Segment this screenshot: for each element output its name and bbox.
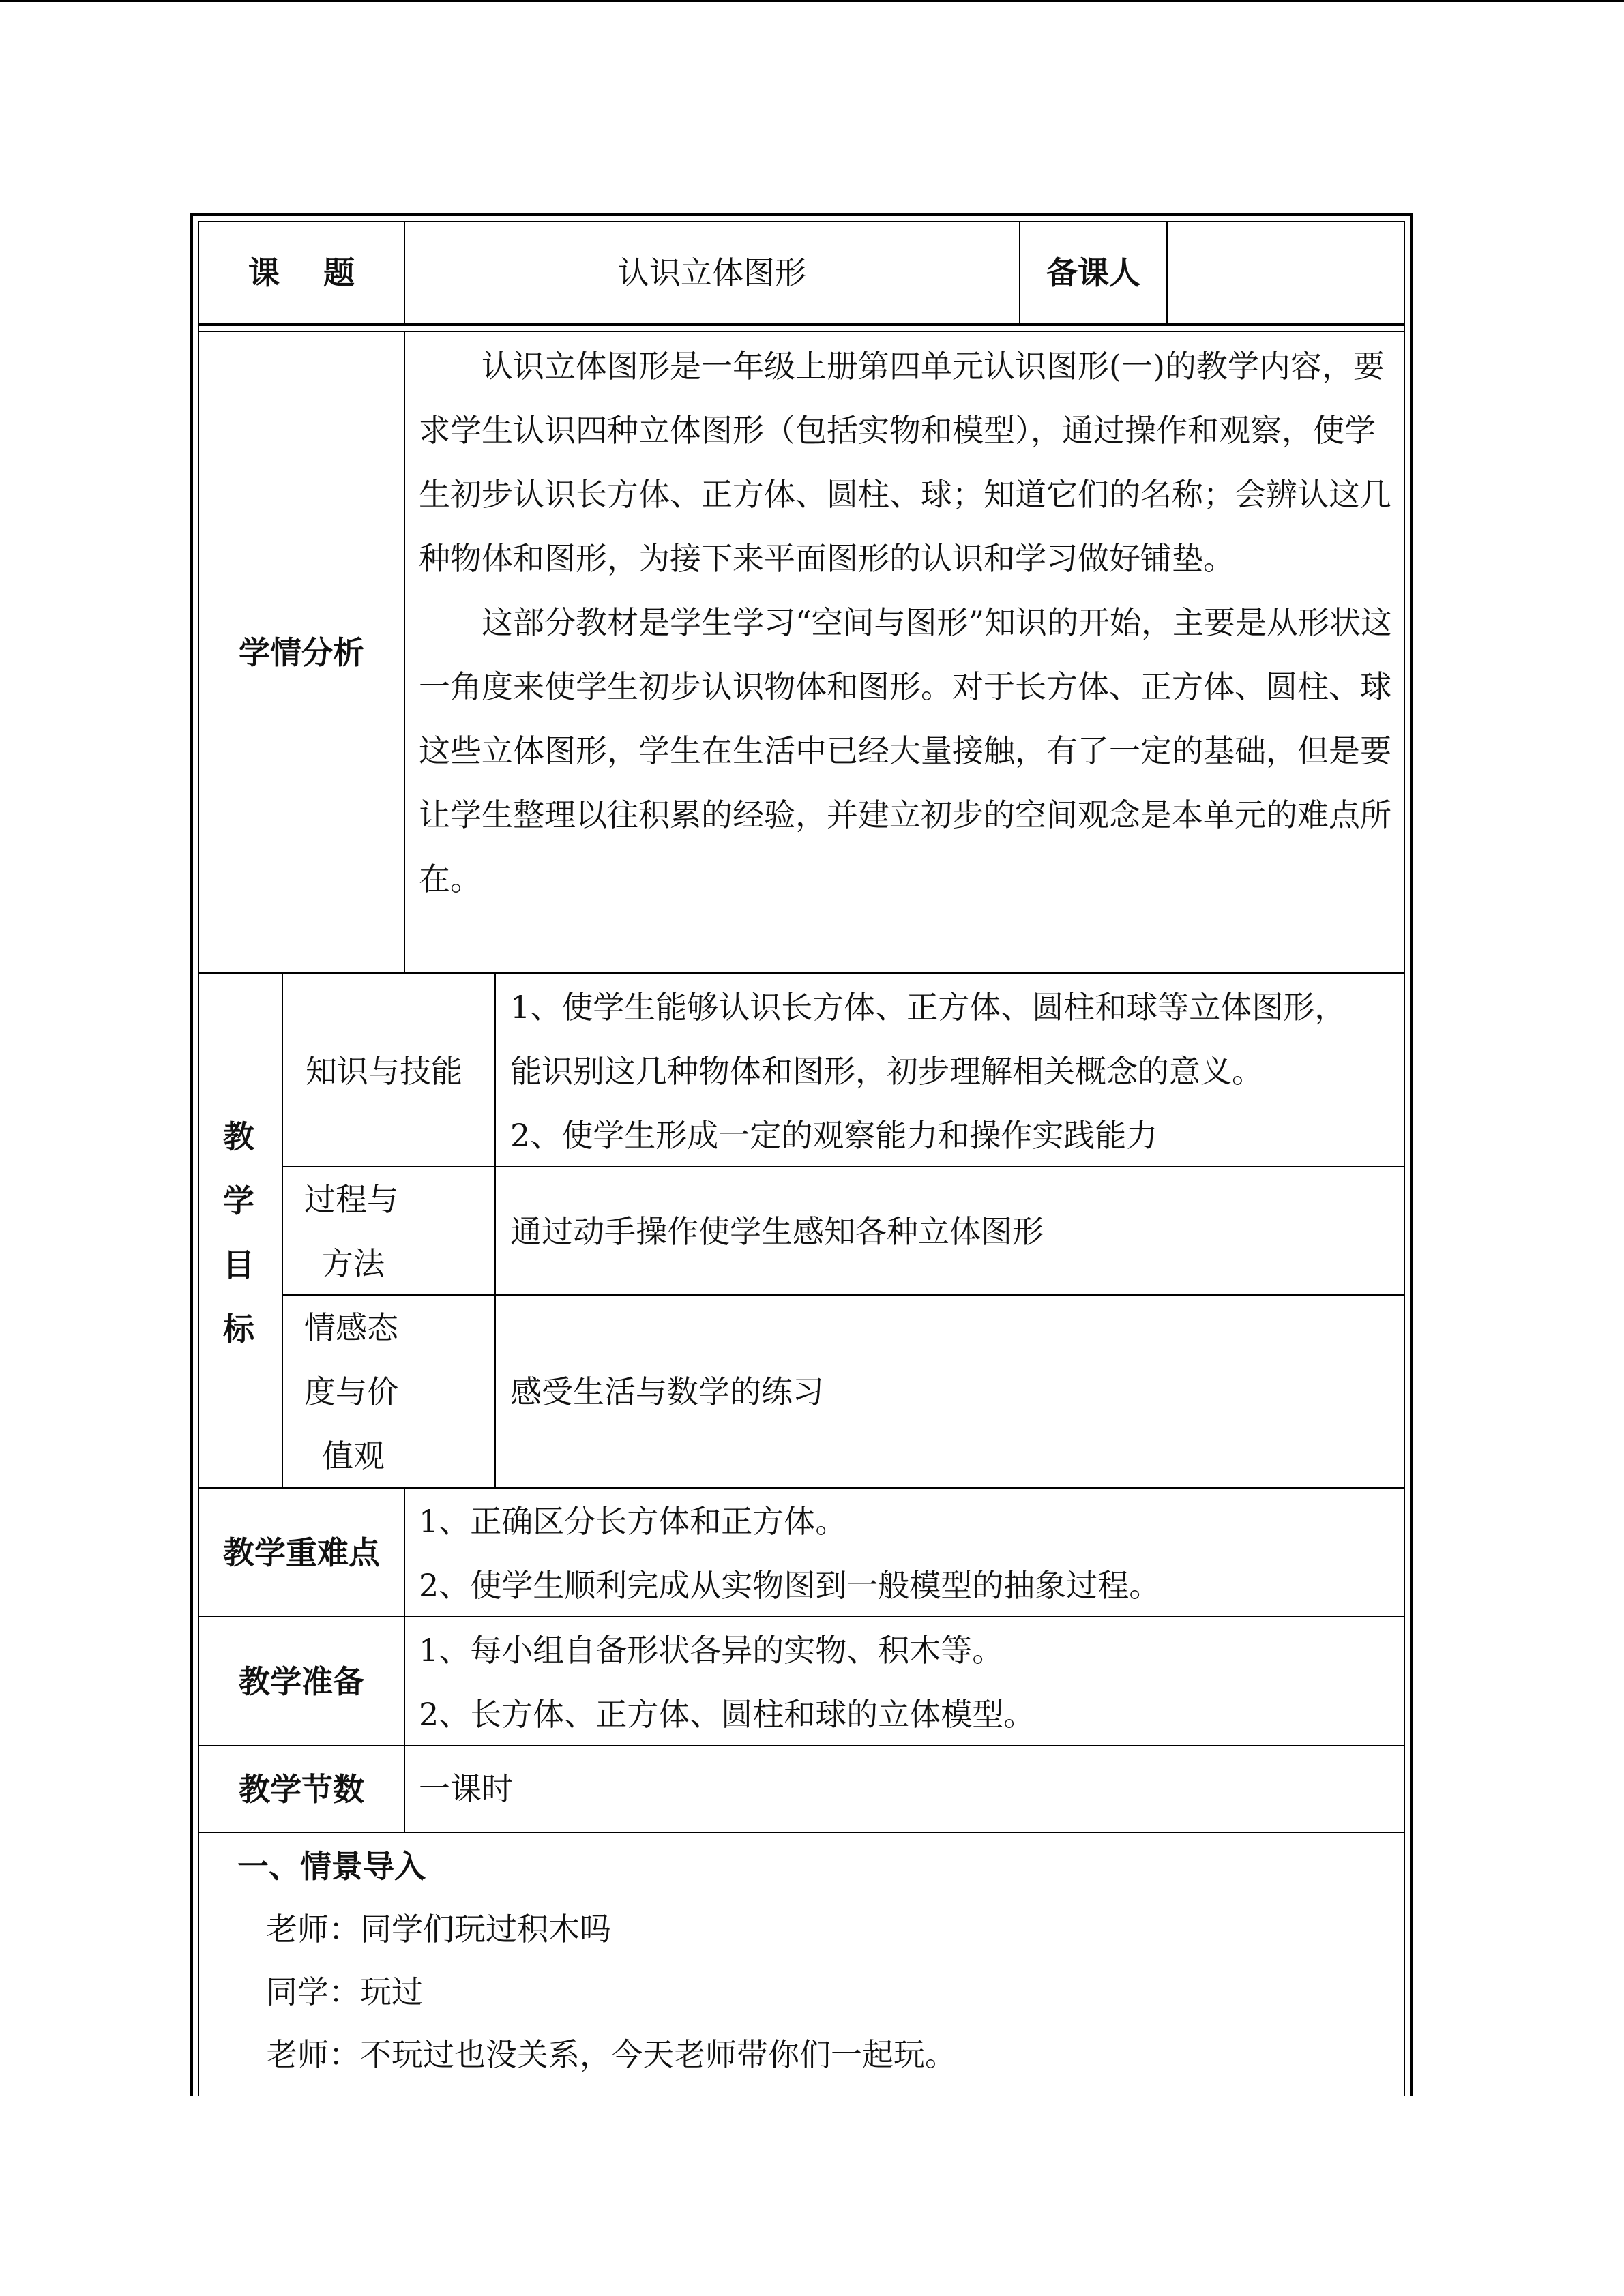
preparer-value	[1168, 222, 1404, 323]
objectives-label-char: 目	[223, 1247, 254, 1283]
topic-value: 认识立体图形	[618, 254, 806, 291]
objectives-row-line-2	[282, 1294, 1405, 1296]
table-border-right-outer	[1410, 213, 1413, 2096]
process-label-line-1: 过程与	[304, 1181, 398, 1218]
section-heading: 一、情景导入	[237, 1848, 426, 1885]
preparation-line-2: 2、长方体、正方体、圆柱和球的立体模型。	[419, 1696, 1035, 1733]
emotion-value: 感受生活与数学的练习	[510, 1373, 824, 1410]
objectives-label-char: 标	[223, 1311, 254, 1347]
objectives-label-char: 学	[223, 1182, 254, 1219]
key-points-line-1: 1、正确区分长方体和正方体。	[419, 1503, 847, 1540]
knowledge-label: 知识与技能	[306, 1053, 462, 1090]
knowledge-line-2: 能识别这几种物体和图形，初步理解相关概念的意义。	[510, 1053, 1263, 1090]
key-points-line-2: 2、使学生顺利完成从实物图到一般模型的抽象过程。	[419, 1567, 1161, 1604]
table-border-top-outer	[190, 213, 1413, 216]
preparer-label: 备课人	[1046, 254, 1140, 291]
emotion-label-line-2: 度与价	[304, 1373, 398, 1410]
lessons-bottom-line	[198, 1832, 1405, 1833]
key-points-label: 教学重难点	[223, 1534, 380, 1571]
analysis-bottom-line	[198, 972, 1405, 974]
objectives-label	[218, 1105, 259, 1361]
knowledge-line-1: 1、使学生能够认识长方体、正方体、圆柱和球等立体图形，	[510, 989, 1346, 1026]
analysis-paragraph-2: 这部分教材是学生学习“空间与图形”知识的开始，主要是从形状这一角度来使学生初步认识物体和图形。对于长方体、正方体、圆柱、球这些立体图形，学生在生活中已经大量接触，有了一定的基础，但是要让学生整理以往积累的经验，并建立初步的空间观念是本单元的难点所在。	[419, 604, 1393, 897]
process-value: 通过动手操作使学生感知各种立体图形	[510, 1213, 1044, 1250]
knowledge-line-3: 2、使学生形成一定的观察能力和操作实践能力	[510, 1117, 1158, 1154]
preparation-label: 教学准备	[239, 1663, 364, 1700]
header-divider-thick	[198, 323, 1405, 326]
table-border-left-outer	[190, 213, 193, 2096]
objectives-col-divider-a	[282, 973, 283, 1488]
analysis-col-divider	[404, 332, 405, 973]
lessons-label: 教学节数	[239, 1770, 364, 1808]
preparation-line-1: 1、每小组自备形状各异的实物、积木等。	[419, 1632, 1004, 1669]
dialogue-line: 同学：玩过	[266, 1973, 423, 2010]
objectives-label-char: 教	[223, 1118, 254, 1155]
lower-col-divider	[404, 1488, 405, 1832]
dialogue-line: 老师：同学们玩过积木吗	[266, 1911, 611, 1948]
topic-label: 课 题	[248, 254, 355, 291]
analysis-label: 学情分析	[239, 633, 364, 671]
table-border-right-inner	[1404, 221, 1405, 2096]
process-label-line-2: 方法	[322, 1245, 385, 1282]
lessons-value: 一课时	[419, 1770, 513, 1807]
emotion-label-line-1: 情感态	[304, 1309, 398, 1346]
dialogue-line: 老师：不玩过也没关系，今天老师带你们一起玩。	[266, 2036, 956, 2073]
emotion-label-line-3: 值观	[322, 1437, 385, 1474]
analysis-paragraph-1: 认识立体图形是一年级上册第四单元认识图形(一)的教学内容，要求学生认识四种立体图形（包括实物和模型），通过操作和观察，使学生初步认识长方体、正方体、圆柱、球；知道它们的名称；会辨认这几种物体和图形，为接下来平面图形的认识和学习做好铺垫。	[419, 348, 1391, 577]
analysis-text	[419, 334, 1394, 911]
objectives-col-divider-b	[494, 973, 496, 1488]
